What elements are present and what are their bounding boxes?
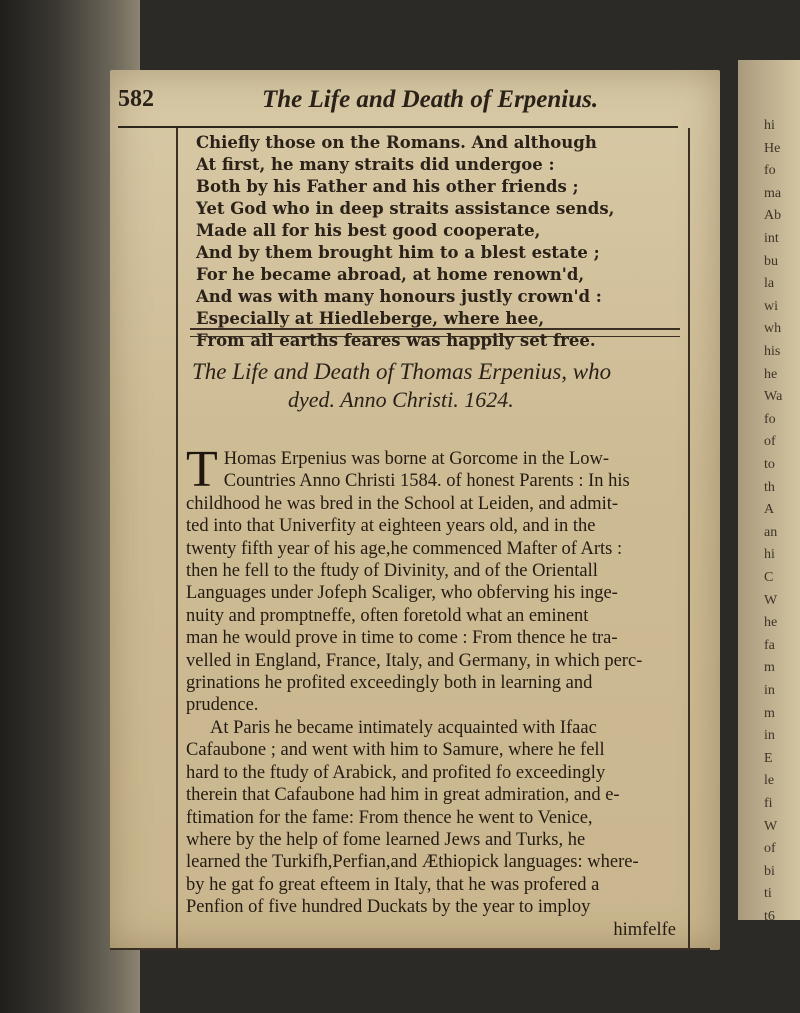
poem-line: Yet God who in deep straits assistance sends,	[196, 199, 615, 218]
body-line: twenty fifth year of his age,he commenced Mafter of Arts :	[186, 538, 623, 559]
body-line: nuity and promptneffe, often foretold what an eminent	[186, 605, 589, 626]
page-number: 582	[118, 86, 154, 112]
facing-page-fragment: of	[764, 434, 776, 450]
body-line: man he would prove in time to come : From thence he tra-	[186, 628, 618, 649]
body-line: then he fell to the ftudy of Divinity, and of the Orientall	[186, 561, 598, 582]
poem-line: And by them brought him to a blest estate ;	[196, 243, 600, 262]
facing-page-fragment: E	[764, 750, 773, 766]
facing-page-fragment: W	[764, 592, 778, 608]
heading-line: dyed. Anno Christi. 1624.	[288, 387, 514, 412]
facing-page-fragment: he	[764, 366, 778, 382]
facing-page-fragment: his	[764, 344, 781, 359]
poem-line: Especially at Hiedleberge, where hee,	[196, 309, 545, 328]
facing-page-fragment: A	[764, 502, 775, 518]
body-text	[186, 441, 680, 941]
body-line: prudence.	[186, 695, 259, 716]
facing-page-fragment: Wa	[764, 389, 783, 405]
facing-page-fragment: in	[764, 683, 775, 698]
catchword: himfelfe	[613, 919, 676, 940]
poem-line: And was with many honours justly crown'd :	[196, 287, 602, 306]
body-line: At Paris he became intimately acquainted with Ifaac	[210, 717, 597, 738]
facing-page-fragment: int	[764, 231, 779, 246]
facing-page-fragment: an	[764, 524, 778, 540]
facing-page-fragment: He	[764, 140, 781, 156]
section-divider	[190, 328, 680, 337]
poem-line: Chiefly those on the Romans. And although	[196, 133, 597, 152]
body-line: hard to the ftudy of Arabick, and profited fo exceedingly	[186, 762, 606, 783]
epitaph-poem	[196, 132, 676, 352]
running-head	[118, 86, 678, 122]
facing-page-fragment: bi	[764, 863, 775, 879]
poem-line: From all earths feares was happily set free.	[196, 331, 596, 350]
body-line: Homas Erpenius was borne at Gorcome in the Low-	[223, 449, 610, 469]
poem-line: Both by his Father and his other friends ;	[196, 177, 579, 196]
body-line: ted into that Univerfity at eighteen years old, and in the	[186, 516, 596, 537]
poem-line: Made all for his best good cooperate,	[196, 221, 541, 240]
facing-page-fragment: fo	[764, 411, 776, 427]
page-title: The Life and Death of Erpenius.	[262, 86, 599, 113]
footer-rule	[110, 948, 710, 950]
section-heading	[192, 358, 682, 414]
heading-line: The Life and Death of Thomas Erpenius, who	[192, 359, 612, 384]
facing-page-fragment: t6	[764, 909, 775, 924]
body-line: velled in England, France, Italy, and Germany, in which perc-	[186, 650, 643, 671]
facing-page-fragment: th	[764, 479, 775, 495]
facing-page-fragment: hi	[764, 118, 775, 133]
facing-page-fragment: la	[764, 276, 775, 292]
facing-page-fragment: m	[764, 660, 775, 676]
drop-cap: T	[186, 441, 218, 498]
facing-page-fragment: le	[764, 773, 775, 789]
facing-page-fragment: bu	[764, 253, 778, 269]
body-line: learned the Turkifh,Perfian,and Æthiopick languages: where-	[186, 852, 639, 873]
facing-page-fragment: W	[764, 818, 778, 834]
facing-page-fragment: hi	[764, 547, 775, 563]
facing-page-fragment: fi	[764, 796, 773, 811]
facing-page-edge	[738, 60, 800, 924]
body-line: where by the help of fome learned Jews and Turks, he	[186, 829, 586, 850]
facing-page-fragment: wi	[764, 298, 778, 314]
facing-page-fragment: of	[764, 841, 776, 857]
poem-line: At first, he many straits did undergoe :	[196, 155, 555, 174]
facing-page-fragment: C	[764, 570, 774, 585]
facing-page-fragment: fa	[764, 637, 775, 653]
facing-page-fragment: m	[764, 705, 775, 721]
poem-line: For he became abroad, at home renown'd,	[196, 265, 585, 284]
facing-page-fragment: Ab	[764, 208, 782, 224]
body-line: childhood he was bred in the School at Leiden, and admit-	[186, 493, 619, 514]
facing-page-fragment: he	[764, 615, 778, 631]
body-line: by he gat fo great efteem in Italy, that he was profered a	[186, 874, 600, 895]
body-line: Languages under Jofeph Scaliger, who obferving his inge-	[186, 583, 618, 604]
body-line: therein that Cafaubone had him in great admiration, and e-	[186, 785, 620, 806]
facing-page-fragment: to	[764, 457, 775, 472]
facing-page-fragment: wh	[764, 321, 782, 337]
facing-page-fragment: fo	[764, 163, 776, 179]
facing-page-fragment: in	[764, 728, 775, 744]
body-line: Cafaubone ; and went with him to Samure, where he fell	[186, 740, 605, 761]
facing-page-fragment: ti	[764, 886, 772, 902]
body-line: Countries Anno Christi 1584. of honest Parents : In his	[223, 471, 630, 492]
body-line: ftimation for the fame: From thence he went to Venice,	[186, 807, 593, 828]
body-line: Penfion of five hundred Duckats by the year to imploy	[186, 897, 591, 918]
body-line: grinations he profited exceedingly both in learning and	[186, 673, 593, 694]
facing-page-fragment: ma	[764, 185, 782, 201]
